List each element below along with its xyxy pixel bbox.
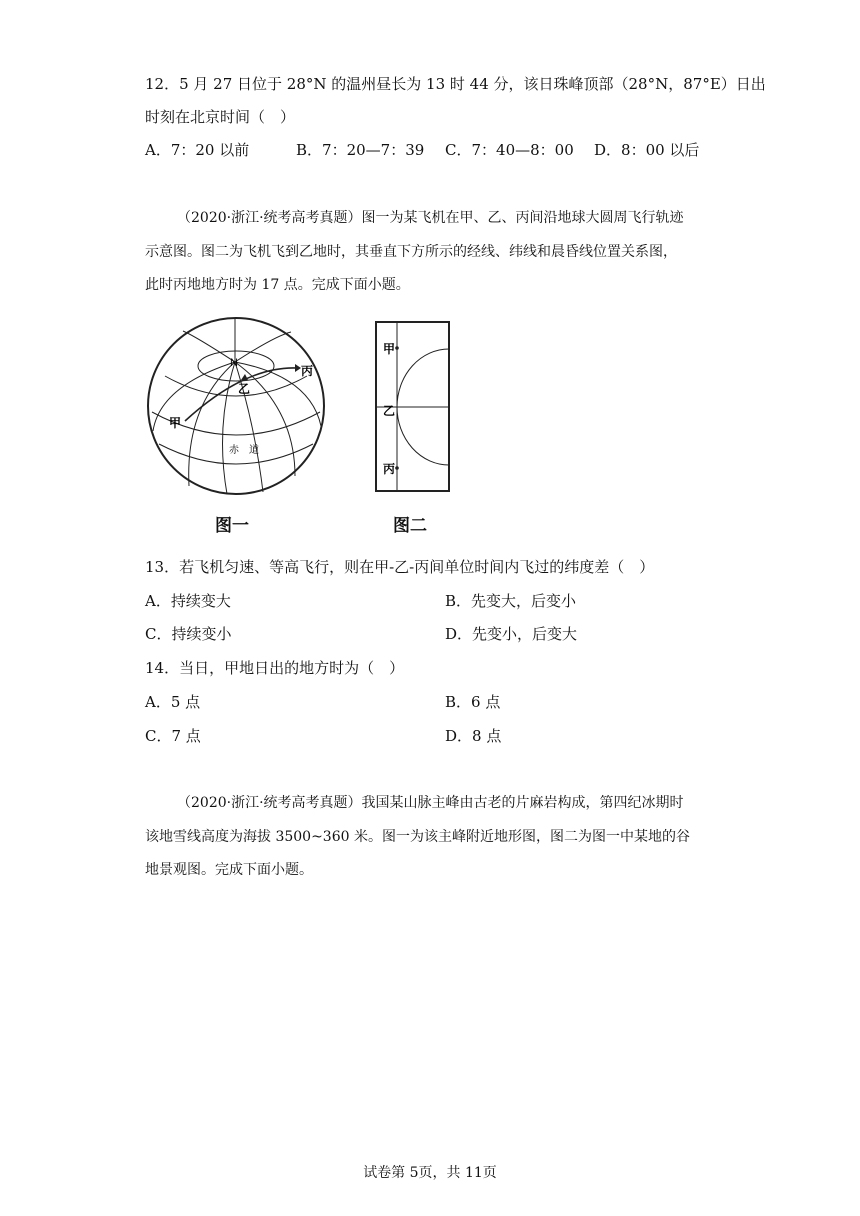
flight-arrow-icon xyxy=(241,374,248,380)
intro2-line2: 该地雪线高度为海拔 3500~360 米。图一为该主峰附近地形图，图二为图一中某地的谷 xyxy=(145,829,690,845)
figure1-globe xyxy=(145,316,327,496)
q14-stem: 14．当日，甲地日出的地方时为（ ） xyxy=(145,659,405,677)
q14-option-b: B．6 点 xyxy=(445,693,501,711)
figure1-bing-label: 丙 xyxy=(301,364,314,378)
q13-option-a: A．持续变大 xyxy=(145,592,231,610)
q14-option-a: A．5 点 xyxy=(145,693,201,711)
q12-option-b: B．7：20—7：39 xyxy=(296,141,425,159)
intro1-line2: 示意图。图二为飞机飞到乙地时，其垂直下方所示的经线、纬线和晨昏线位置关系图， xyxy=(145,244,677,260)
q13-stem: 13．若飞机匀速、等高飞行，则在甲-乙-丙间单位时间内飞过的纬度差（ ） xyxy=(145,558,655,576)
figure1-north-label: N xyxy=(230,357,238,369)
figure2-yi-label: 乙 xyxy=(383,404,396,418)
q13-option-d: D．先变小，后变大 xyxy=(445,625,578,643)
figure2-jia-label: 甲 xyxy=(383,342,396,356)
q13-option-b: B．先变大，后变小 xyxy=(445,592,577,610)
intro1-line1: （2020·浙江·统考高考真题）图一为某飞机在甲、乙、丙间沿地球大圆周飞行轨迹 xyxy=(177,210,684,226)
intro2-line1: （2020·浙江·统考高考真题）我国某山脉主峰由古老的片麻岩构成，第四纪冰期时 xyxy=(177,795,684,811)
figure1-yi-label: 乙 xyxy=(238,382,251,396)
intro2-line3: 地景观图。完成下面小题。 xyxy=(145,862,313,878)
page-footer: 试卷第 5页，共 11页 xyxy=(363,1165,497,1181)
q13-option-c: C．持续变小 xyxy=(145,625,232,643)
figure2-bing-label: 丙 xyxy=(383,462,396,476)
figure2-diagram xyxy=(375,321,451,493)
q12-stem-line2: 时刻在北京时间（ ） xyxy=(145,108,296,126)
figure1-caption: 图一 xyxy=(215,516,249,536)
intro1-line3: 此时丙地地方时为 17 点。完成下面小题。 xyxy=(145,277,410,293)
q12-stem-line1: 12．5 月 27 日位于 28°N 的温州昼长为 13 时 44 分，该日珠峰顶部（28°N，87°E）日出 xyxy=(145,75,766,93)
q14-option-c: C．7 点 xyxy=(145,727,201,745)
q14-option-d: D．8 点 xyxy=(445,727,502,745)
q12-option-a: A．7：20 以前 xyxy=(145,141,250,159)
q12-option-c: C．7：40—8：00 xyxy=(445,141,574,159)
figure1-equator-label: 赤 道 xyxy=(229,445,259,456)
figure1-jia-label: 甲 xyxy=(169,416,182,430)
figure2-caption: 图二 xyxy=(393,516,427,536)
q12-option-d: D．8：00 以后 xyxy=(594,141,700,159)
